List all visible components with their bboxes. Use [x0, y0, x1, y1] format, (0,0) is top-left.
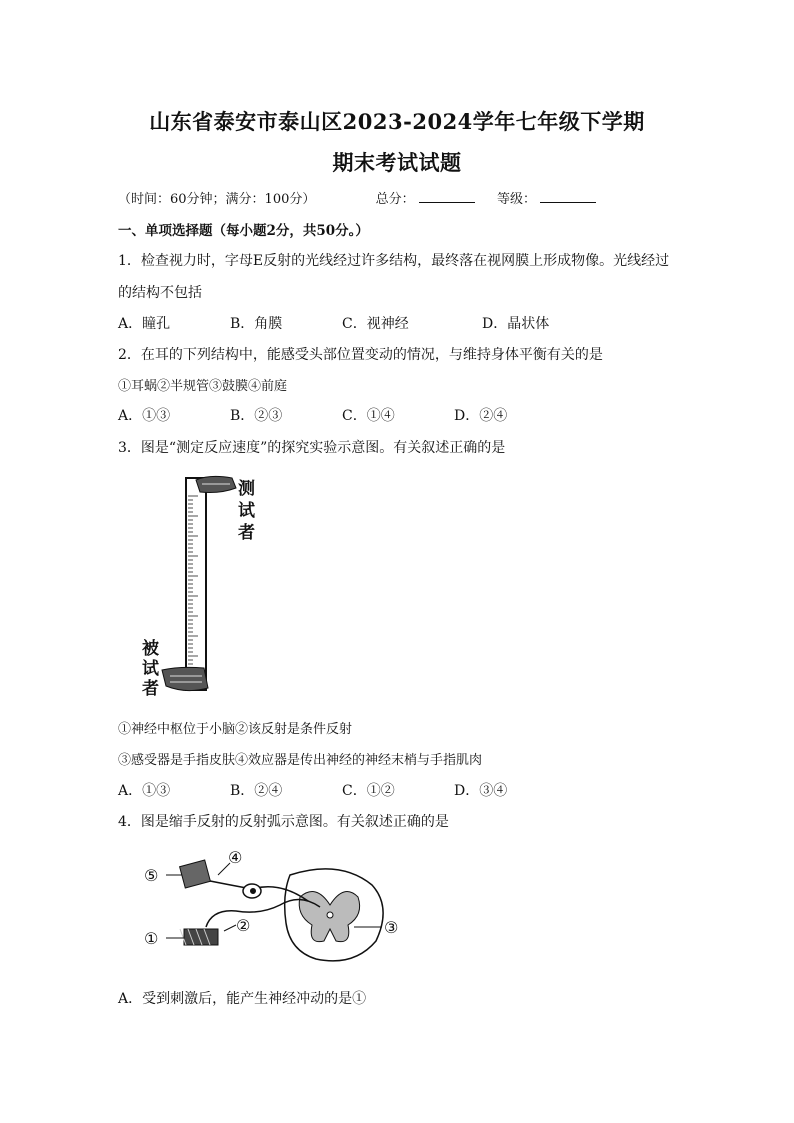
q3-statement1: ①神经中枢位于小脑②该反射是条件反射	[118, 722, 353, 737]
exam-info-row	[118, 188, 596, 207]
q3-statement2: ③感受器是手指皮肤④效应器是传出神经的神经末梢与手指肌肉	[118, 753, 483, 768]
subject-label-3: 者	[142, 679, 159, 699]
total-score-label: 总分：	[375, 192, 415, 207]
subject-label-2: 试	[142, 659, 159, 679]
label-2: ②	[236, 916, 251, 935]
effector-muscle	[180, 860, 211, 888]
reflex-arc-figure	[140, 845, 410, 975]
q3-option-a[interactable]: A．①③	[118, 783, 171, 799]
total-score-blank[interactable]	[419, 190, 475, 203]
q1-stem-line2: 的结构不包括	[118, 285, 202, 301]
exam-time-score: （时间：60分钟；满分：100分）	[118, 192, 316, 207]
q1-stem-line1: 1．检查视力时，字母E反射的光线经过许多结构，最终落在视网膜上形成物像。光线经过	[118, 253, 670, 269]
q4-option-a[interactable]: A．受到刺激后，能产生神经冲动的是①	[118, 991, 367, 1007]
subject-hand	[162, 667, 208, 690]
q1-option-a[interactable]: A．瞳孔	[118, 316, 171, 332]
label-5: ⑤	[144, 866, 159, 885]
tester-label-2: 试	[238, 501, 255, 521]
q2-stem: 2．在耳的下列结构中，能感受头部位置变动的情况，与维持身体平衡有关的是	[118, 347, 603, 363]
q4-stem: 4．图是缩手反射的反射弧示意图。有关叙述正确的是	[118, 814, 449, 830]
q3-option-c[interactable]: C．①②	[342, 783, 395, 799]
exam-title-line1: 山东省泰安市泰山区2023-2024学年七年级下学期	[149, 109, 645, 134]
reaction-speed-figure	[140, 470, 270, 700]
q1-option-b[interactable]: B．角膜	[230, 316, 283, 332]
label-1: ①	[144, 929, 159, 948]
q2-option-a[interactable]: A．①③	[118, 408, 171, 424]
q3-option-b[interactable]: B．②④	[230, 783, 283, 799]
label-3: ③	[384, 918, 399, 937]
q2-items: ①耳蜗②半规管③鼓膜④前庭	[118, 379, 288, 394]
section-heading: 一、单项选择题（每小题2分，共50分。）	[118, 223, 369, 239]
q2-option-c[interactable]: C．①④	[342, 408, 395, 424]
label-4: ④	[228, 848, 243, 867]
grade-blank[interactable]	[540, 190, 596, 203]
q1-option-c[interactable]: C．视神经	[342, 316, 409, 332]
exam-title-line2: 期末考试试题	[332, 150, 462, 175]
q1-option-d[interactable]: D．晶状体	[482, 316, 550, 332]
q2-option-b[interactable]: B．②③	[230, 408, 283, 424]
q3-stem: 3．图是“测定反应速度”的探究实验示意图。有关叙述正确的是	[118, 440, 506, 456]
q3-option-d[interactable]: D．③④	[454, 783, 508, 799]
grade-label: 等级：	[496, 192, 536, 207]
subject-label-1: 被	[142, 639, 159, 659]
tester-label-1: 测	[238, 479, 255, 499]
q2-option-d[interactable]: D．②④	[454, 408, 508, 424]
tester-label-3: 者	[238, 523, 255, 543]
